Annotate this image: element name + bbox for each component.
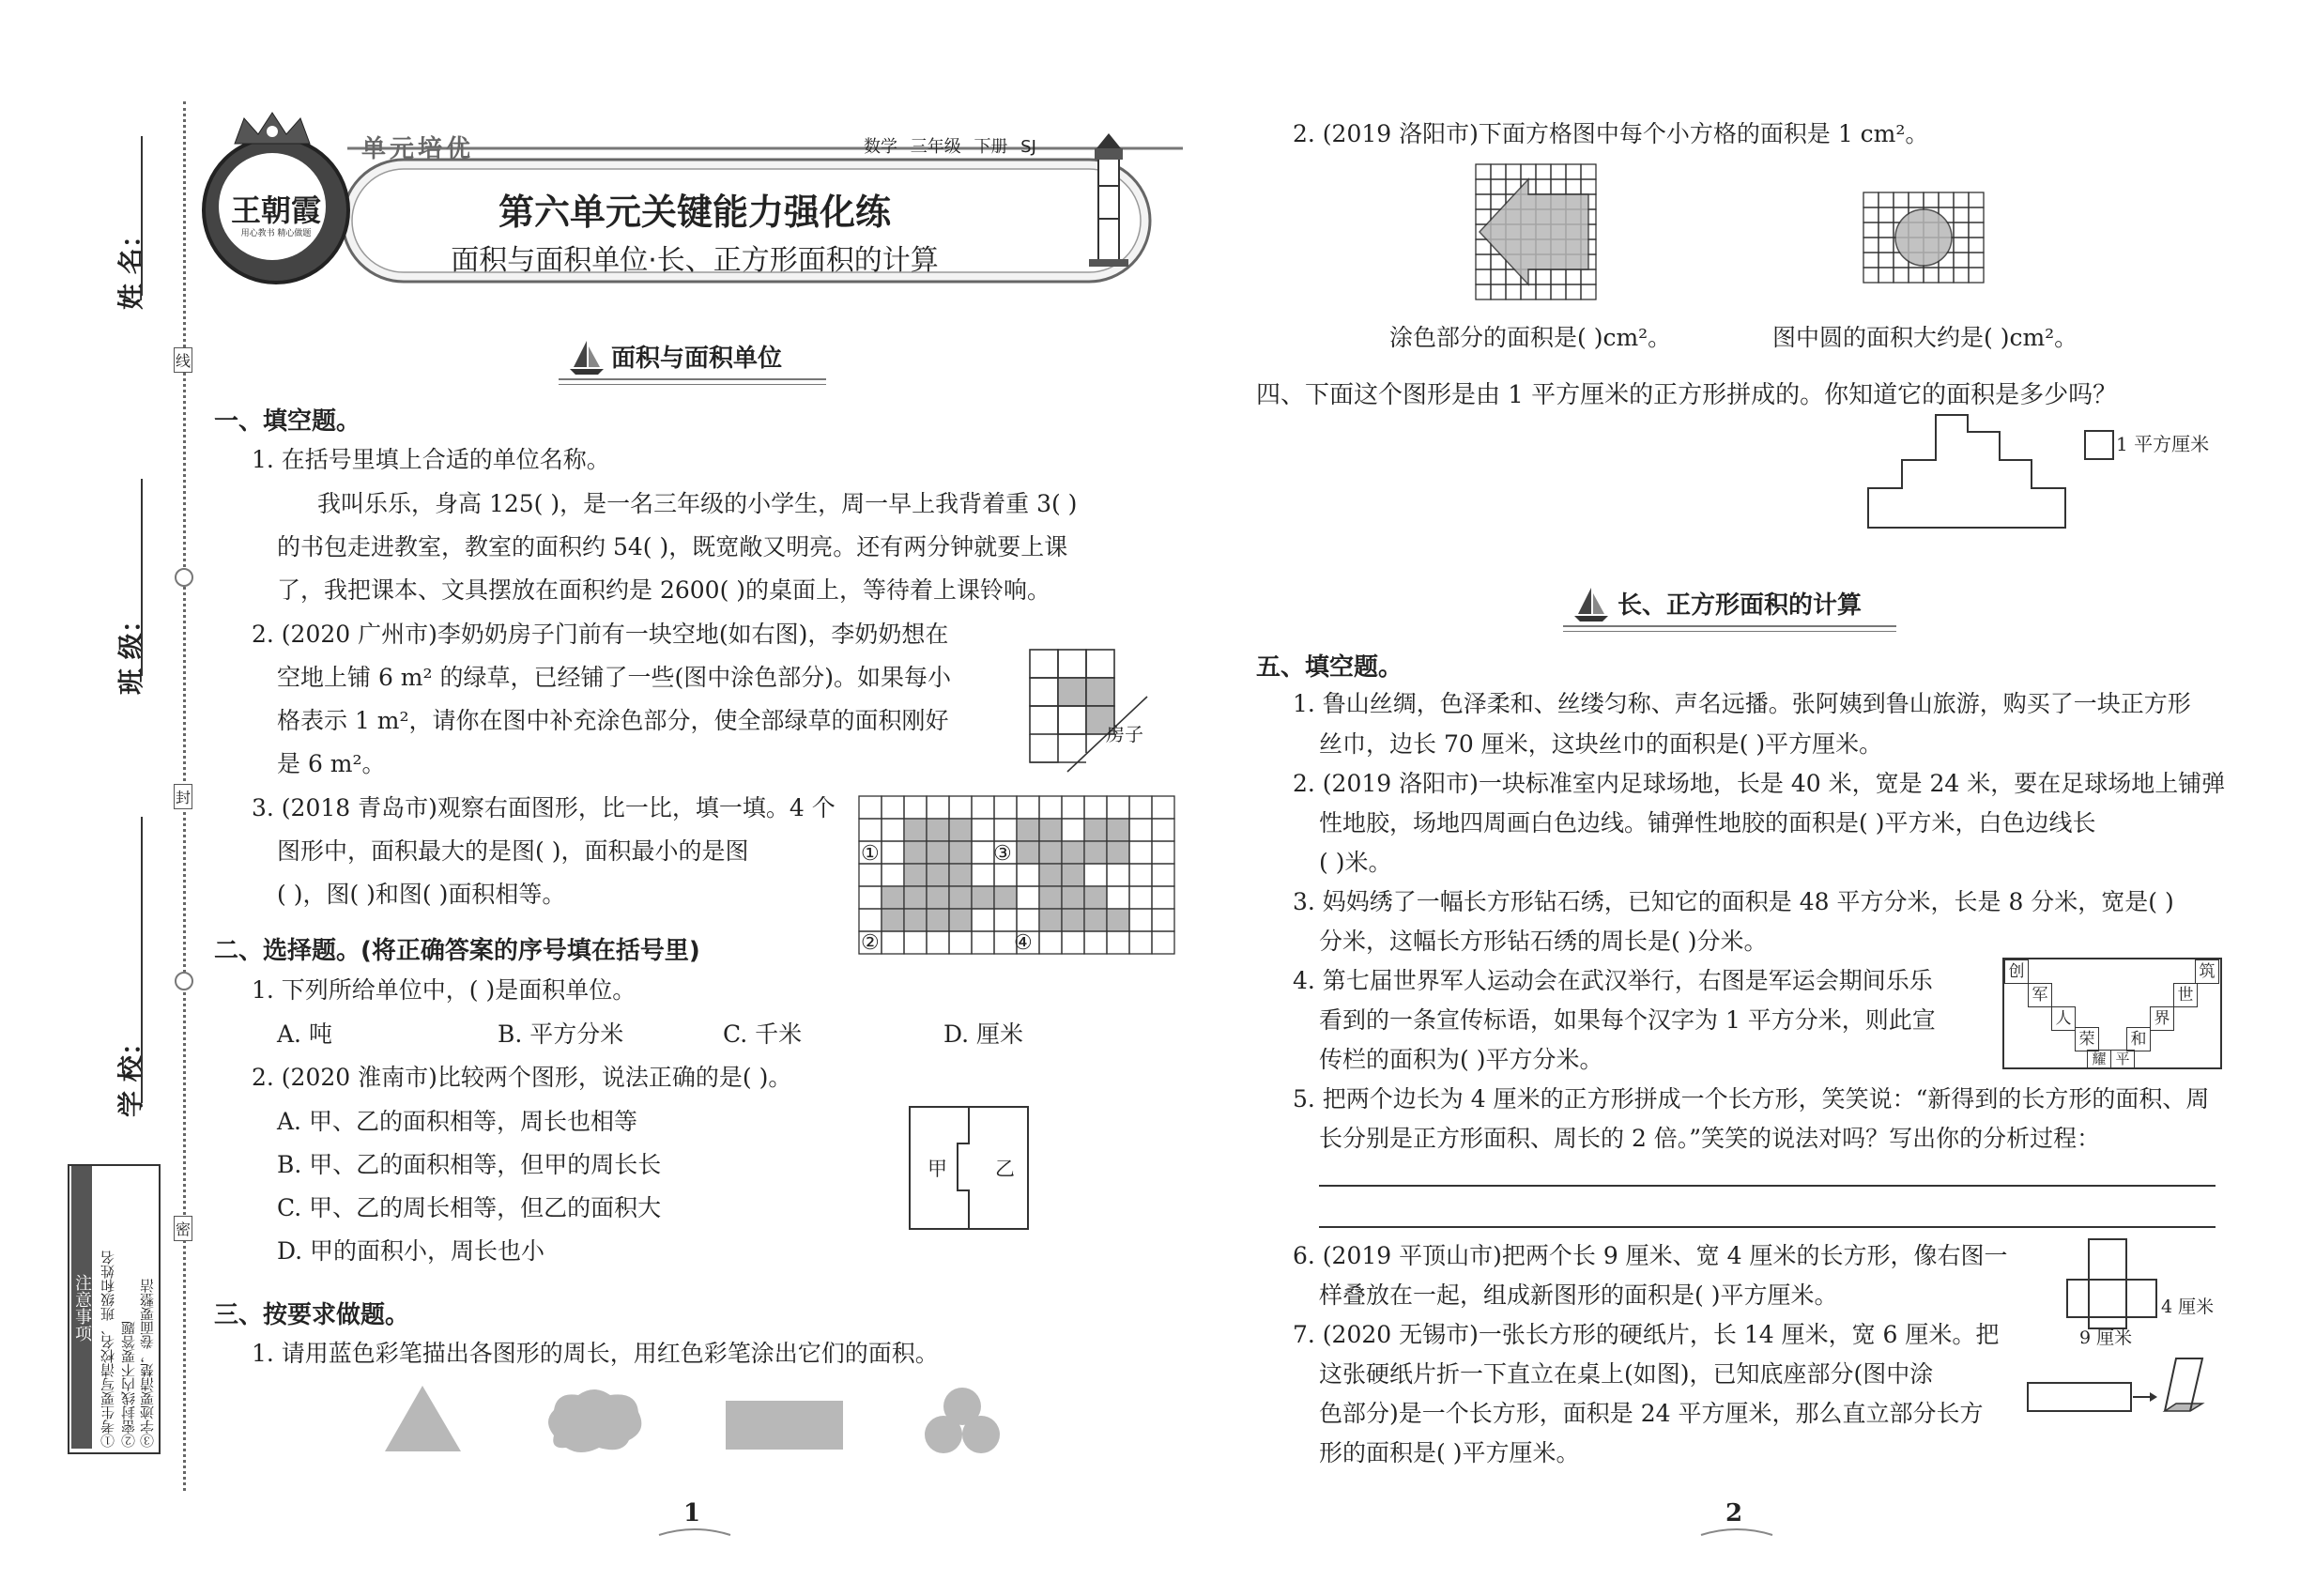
q3-grid-cell (1152, 931, 1174, 954)
circle-grid-cell (1863, 207, 1878, 223)
r1-line-2: 丝巾，边长 70 厘米，这块丝巾的面积是( )平方厘米。 (1319, 730, 1883, 758)
q3-grid-cell (1084, 841, 1107, 864)
circle-grid-cell (1878, 192, 1894, 207)
circle-grid-cell (1863, 223, 1878, 238)
circle-grid-cell (1969, 238, 1984, 253)
q3-grid-cell (1107, 886, 1129, 909)
slogan-board (2002, 958, 2222, 1069)
circle-grid-cell (1969, 207, 1984, 223)
arrow-grid-cell (1581, 164, 1596, 179)
q1-line-3: 了，我把课本、文具摆放在面积约是 2600( )的桌面上，等待着上课铃响。 (277, 576, 1051, 604)
q3-line-3: ( )，图( )和图( )面积相等。 (277, 881, 566, 908)
q3-grid-cell (1152, 796, 1174, 819)
q3-grid-cell (927, 796, 949, 819)
q3-grid-cell (1039, 931, 1062, 954)
lighthouse-icon (1080, 130, 1136, 270)
q3-line-2: 图形中，面积最大的是图( )，面积最小的是图 (277, 837, 749, 865)
r-q2-blank1: 涂色部分的面积是( )cm²。 (1389, 324, 1672, 351)
q3-grid-cell (1129, 931, 1152, 954)
circle-grid-cell (1939, 268, 1954, 283)
r6-label-width: 4 厘米 (2161, 1297, 2215, 1317)
q3-grid-cell (1107, 841, 1129, 864)
circle-grid-cell (1954, 268, 1969, 283)
arrow-grid-cell (1581, 179, 1596, 194)
slogan-char-10: 筑 (2195, 959, 2219, 984)
fold-card-figure (2026, 1357, 2214, 1422)
q3-grid-cell (1039, 841, 1062, 864)
r2-line-1: 2. (2019 洛阳市)一块标准室内足球场地，长是 40 米，宽是 24 米，要在足球场地上铺弹 (1293, 770, 2226, 797)
q3-grid-cell (1039, 796, 1062, 819)
slogan-char-3: 人 (2051, 1006, 2076, 1031)
notes-box (68, 1164, 161, 1454)
q3-grid-cell (994, 819, 1017, 841)
q3-grid-cell (1084, 819, 1107, 841)
q3-grid-cell (1107, 819, 1129, 841)
trefoil-shape[interactable] (923, 1386, 1003, 1456)
q3-grid-cell (882, 819, 904, 841)
q3-grid-cell (927, 886, 949, 909)
q3-grid-cell (1017, 909, 1039, 931)
c2-option-c[interactable]: C. 甲、乙的周长相等，但乙的面积大 (277, 1194, 662, 1221)
arrow-grid-cell (1476, 254, 1491, 269)
note-3: ③字迹要清楚，卷面要整洁 (139, 1279, 156, 1448)
c1-question: 1. 下列所给单位中，( )是面积单位。 (252, 976, 636, 1004)
q3-grid-cell (1084, 796, 1107, 819)
c1-option-c[interactable]: C. 千米 (723, 1021, 803, 1048)
arrow-grid-cell (1491, 179, 1506, 194)
c1-option-a[interactable]: A. 吨 (277, 1021, 332, 1048)
q3-grid-cell (1107, 909, 1129, 931)
arrow-grid-cell (1476, 269, 1491, 284)
arrow-grid-cell (1491, 284, 1506, 299)
q3-grid-cell (1062, 864, 1084, 886)
c2-option-a[interactable]: A. 甲、乙的面积相等，周长也相等 (277, 1108, 637, 1135)
p3-q1: 1. 请用蓝色彩笔描出各图形的周长，用红色彩笔涂出它们的面积。 (252, 1340, 939, 1367)
arrow-grid-cell (1491, 164, 1506, 179)
note-2: ②密封线内不要答题 (120, 1321, 137, 1448)
q3-grid-cell (1129, 796, 1152, 819)
q3-label-2: ② (861, 931, 880, 955)
q3-grid-cell (1107, 931, 1129, 954)
circle-grid-cell (1863, 192, 1878, 207)
q3-grid-cell (1084, 931, 1107, 954)
r7-line-3: 色部分)是一个长方形，面积是 24 平方厘米，那么直立部分长方 (1319, 1400, 1984, 1427)
q3-grid-cell (927, 931, 949, 954)
q3-grid-cell (1152, 886, 1174, 909)
arrow-grid-cell (1551, 179, 1566, 194)
c2-option-d[interactable]: D. 甲的面积小，周长也小 (277, 1237, 545, 1265)
section-title-rect-area: 长、正方形面积的计算 (1618, 591, 1863, 620)
seal-mark-feng: 封 (174, 784, 192, 809)
page-ornament-right (1699, 1526, 1774, 1539)
sailboat-icon (568, 337, 606, 375)
slogan-char-1: 创 (2004, 959, 2029, 984)
circle-grid-cell (1939, 192, 1954, 207)
page-ornament-left (657, 1526, 732, 1539)
r7-line-1: 7. (2020 无锡市)一张长方形的硬纸片，长 14 厘米，宽 6 厘米。把 (1293, 1321, 2000, 1348)
q3-grid-cell (859, 886, 882, 909)
circle-grid-cell (1969, 253, 1984, 268)
part1-title: 一、填空题。 (214, 407, 361, 436)
q3-grid-cell (859, 909, 882, 931)
circle-grid-cell (1909, 268, 1924, 283)
circle-grid-cell (1878, 253, 1894, 268)
arrow-grid-cell (1566, 164, 1581, 179)
unit-square-label: 1 平方厘米 (2116, 433, 2210, 455)
circle-grid-cell (1954, 223, 1969, 238)
slogan-char-5: 耀 (2087, 1050, 2111, 1068)
notes-title: 注意事项 (71, 1166, 92, 1449)
arrow-grid-cell (1521, 164, 1536, 179)
c2-label-yi: 乙 (995, 1158, 1015, 1180)
name-label: 姓 名： (115, 222, 146, 310)
circle-grid-cell (1863, 238, 1878, 253)
q3-grid-cell (1107, 864, 1129, 886)
triangle-shape[interactable] (383, 1384, 463, 1454)
q1-line-2: 的书包走进教室，教室的面积约 54( )，既宽敞又明亮。还有两分钟就要上课 (277, 533, 1068, 560)
circle-grid-cell (1878, 238, 1894, 253)
circle-grid-cell (1969, 223, 1984, 238)
q3-grid-cell (1062, 819, 1084, 841)
arrow-grid-cell (1566, 269, 1581, 284)
circle-grid-cell (1894, 192, 1909, 207)
part2-title: 二、选择题。(将正确答案的序号填在括号里) (214, 937, 700, 965)
school-label: 学 校： (115, 1029, 146, 1117)
q3-grid-cell (1017, 864, 1039, 886)
name-field[interactable] (141, 136, 143, 296)
circle-grid-cell (1909, 192, 1924, 207)
q2-line-3: 格表示 1 m²，请你在图中补充涂色部分，使全部绿草的面积刚好 (277, 707, 949, 734)
circle-grid-cell (1969, 192, 1984, 207)
q3-grid-cell (904, 931, 927, 954)
circle-grid-cell (1954, 238, 1969, 253)
slogan-char-2: 军 (2028, 983, 2052, 1007)
q3-grid-cell (972, 819, 994, 841)
part5-title: 五、填空题。 (1256, 653, 1403, 682)
r3-line-2: 分米，这幅长方形钻石绣的周长是( )分米。 (1319, 928, 1768, 955)
arrow-grid-cell (1566, 284, 1581, 299)
arrow-grid-cell (1551, 164, 1566, 179)
q3-grid-cell (1152, 909, 1174, 931)
page-subtitle: 面积与面积单位·长、正方形面积的计算 (451, 244, 939, 277)
q3-grid-cell (927, 841, 949, 864)
page-title: 第六单元关键能力强化练 (498, 192, 891, 233)
q3-grid-cell (882, 909, 904, 931)
q2-line-2: 空地上铺 6 m² 的绿草，已经铺了一些(图中涂色部分)。如果每小 (277, 664, 951, 691)
binding-hole-2 (175, 972, 193, 990)
slogan-char-4: 荣 (2075, 1027, 2099, 1051)
q3-grid-cell (1017, 886, 1039, 909)
circle-grid-cell (1878, 268, 1894, 283)
arrow-shape (1480, 179, 1588, 284)
banner-underline (1563, 625, 1896, 632)
arrow-grid-cell (1521, 284, 1536, 299)
arrow-grid-cell (1536, 179, 1551, 194)
meta-label: 数学 三年级 下册 SJ (864, 137, 1036, 157)
r6-line-1: 6. (2019 平顶山市)把两个长 9 厘米、宽 4 厘米的长方形，像右图一 (1293, 1242, 2008, 1269)
arrow-grid-cell (1476, 284, 1491, 299)
q3-grid-cell (1129, 841, 1152, 864)
r1-line-1: 1. 鲁山丝绸，色泽柔和、丝缕匀称、声名远播。张阿姨到鲁山旅游，购买了一块正方形 (1293, 690, 2191, 717)
class-label: 班 级： (115, 606, 146, 695)
binding-hole-1 (175, 568, 193, 587)
part4-title: 四、下面这个图形是由 1 平方厘米的正方形拼成的。你知道它的面积是多少吗？ (1256, 381, 2118, 409)
arrow-grid-cell (1581, 269, 1596, 284)
q3-grid-cell (1129, 819, 1152, 841)
answer-line-2[interactable] (1319, 1226, 2216, 1228)
circle-grid (1863, 192, 1986, 291)
q3-grid-cell (904, 886, 927, 909)
q3-grid-cell (972, 841, 994, 864)
r4-line-1: 4. 第七届世界军人运动会在武汉举行，右图是军运会期间乐乐 (1293, 967, 1933, 994)
arrow-grid-cell (1551, 284, 1566, 299)
arrow-grid-cell (1536, 284, 1551, 299)
circle-grid-cell (1954, 253, 1969, 268)
circle-shape (1895, 209, 1952, 266)
arrow-grid-cell (1536, 269, 1551, 284)
q3-grid-cell (1039, 909, 1062, 931)
r-q2-line: 2. (2019 洛阳市)下面方格图中每个小方格的面积是 1 cm²。 (1293, 120, 1929, 147)
q3-grid-cell (1062, 886, 1084, 909)
q3-grid-cell (882, 796, 904, 819)
logo-badge (202, 136, 350, 284)
q1-intro: 1. 在括号里填上合适的单位名称。 (252, 446, 610, 473)
c2-option-b[interactable]: B. 甲、乙的面积相等，但甲的周长长 (277, 1151, 662, 1178)
q3-grid-cell (904, 819, 927, 841)
arrow-grid-cell (1476, 179, 1491, 194)
slogan-char-6: 平 (2110, 1050, 2135, 1068)
q3-grid-cell (1152, 864, 1174, 886)
q3-grid-cell (994, 796, 1017, 819)
q3-line-1: 3. (2018 青岛市)观察右面图形，比一比，填一填。4 个 (252, 794, 836, 821)
q3-grid-cell (1129, 864, 1152, 886)
q3-grid-cell (1084, 886, 1107, 909)
q3-grid-cell (1017, 796, 1039, 819)
overlap-rect-figure (2065, 1237, 2159, 1331)
r6-line-2: 样叠放在一起，组成新图形的面积是( )平方厘米。 (1319, 1281, 1838, 1309)
q3-grid-cell (882, 886, 904, 909)
q3-grid-cell (1152, 841, 1174, 864)
section-banner-left (559, 333, 831, 380)
q3-grid-cell (882, 864, 904, 886)
q3-grid-cell (949, 819, 972, 841)
part3-title: 三、按要求做题。 (214, 1301, 410, 1329)
cloud-shape[interactable] (543, 1384, 646, 1454)
slogan-char-9: 世 (2173, 983, 2198, 1007)
arrow-grid-cell (1476, 194, 1491, 209)
q3-grid-cell (1062, 909, 1084, 931)
r3-line-1: 3. 妈妈绣了一幅长方形钻石绣，已知它的面积是 48 平方分米，长是 8 分米，宽是( ) (1293, 888, 2174, 915)
q3-grid-cell (882, 841, 904, 864)
q3-grid-cell (1039, 819, 1062, 841)
q3-grid-cell (972, 796, 994, 819)
crown-icon (230, 111, 314, 148)
answer-line-1[interactable] (1319, 1185, 2216, 1187)
q3-grid-cell (904, 864, 927, 886)
q3-grid-cell (949, 796, 972, 819)
q3-grid-cell (949, 864, 972, 886)
q3-grid-cell (927, 909, 949, 931)
c1-option-d[interactable]: D. 厘米 (943, 1021, 1024, 1048)
note-1: ①考生要写清校名、班级和姓名 (100, 1251, 116, 1448)
logo-text: 王朝霞 (230, 192, 321, 228)
arrow-grid (1476, 164, 1602, 296)
r4-line-2: 看到的一条宣传标语，如果每个汉字为 1 平方分米，则此宣 (1319, 1006, 1936, 1034)
q2-house-label: 房子 (1106, 723, 1143, 745)
slogan-char-8: 界 (2150, 1006, 2174, 1031)
arrow-grid-cell (1581, 284, 1596, 299)
q3-label-3: ③ (993, 842, 1012, 866)
r-q2-blank2: 图中圆的面积大约是( )cm²。 (1772, 324, 2078, 351)
q3-grid-cell (949, 931, 972, 954)
circle-grid-cell (1954, 207, 1969, 223)
r6-label-length: 9 厘米 (2079, 1327, 2133, 1348)
r5-line-1: 5. 把两个边长为 4 厘米的正方形拼成一个长方形，笑笑说：“新得到的长方形的面积、周 (1293, 1085, 2210, 1113)
sailboat-icon (1572, 584, 1610, 622)
seal-mark-mi: 密 (174, 1216, 192, 1241)
arrow-grid-cell (1506, 164, 1521, 179)
q3-grid-cell (927, 819, 949, 841)
q3-grid-cell (1039, 864, 1062, 886)
circle-grid-cell (1878, 207, 1894, 223)
q3-grid-cell (994, 909, 1017, 931)
q3-grid-cell (949, 909, 972, 931)
c1-option-b[interactable]: B. 平方分米 (498, 1021, 624, 1048)
banner-underline (559, 378, 826, 385)
q3-grid-cell (1017, 819, 1039, 841)
q3-grid-cell (1129, 909, 1152, 931)
c2-label-jia: 甲 (928, 1158, 947, 1180)
series-label: 单元培优 (361, 135, 475, 163)
q3-grid-cell (1084, 909, 1107, 931)
c2-question: 2. (2020 淮南市)比较两个图形，说法正确的是( )。 (252, 1064, 792, 1091)
q3-grid-cell (1017, 841, 1039, 864)
q3-grid-cell (972, 886, 994, 909)
q3-grid-cell (972, 864, 994, 886)
q3-grid-cell (972, 931, 994, 954)
q3-grid-cell (859, 819, 882, 841)
section-banner-right (1563, 580, 1901, 627)
q3-grid-cell (1039, 886, 1062, 909)
circle-grid-cell (1924, 192, 1939, 207)
q1-line-1: 我叫乐乐，身高 125( )，是一名三年级的小学生，周一早上我背着重 3( ) (317, 490, 1078, 517)
q3-grid-cell (1062, 841, 1084, 864)
q3-grid-cell (1129, 886, 1152, 909)
q3-grid-cell (927, 864, 949, 886)
school-field[interactable] (141, 817, 143, 1103)
r4-line-3: 传栏的面积为( )平方分米。 (1319, 1046, 1603, 1073)
q3-grid-cell (1062, 931, 1084, 954)
arrow-grid-cell (1551, 269, 1566, 284)
q2-lawn-grid[interactable] (1030, 650, 1189, 772)
r7-line-4: 形的面积是( )平方厘米。 (1319, 1439, 1580, 1466)
stair-figure (1866, 413, 2068, 530)
circle-grid-cell (1878, 223, 1894, 238)
q3-grid-cell (882, 931, 904, 954)
q3-grid-cell (904, 841, 927, 864)
r7-line-2: 这张硬纸片折一下直立在桌上(如图)，已知底座部分(图中涂 (1319, 1360, 1934, 1388)
q3-grid-cell (949, 841, 972, 864)
circle-grid-cell (1863, 268, 1878, 283)
slogan-char-7: 和 (2126, 1027, 2151, 1051)
circle-grid-cell (1924, 268, 1939, 283)
q3-grid-cell (1062, 796, 1084, 819)
q3-grid-cell (1152, 819, 1174, 841)
arrow-grid-cell (1566, 179, 1581, 194)
q3-grid-cell (1084, 864, 1107, 886)
rectangle-shape[interactable] (726, 1401, 843, 1450)
class-field[interactable] (141, 479, 143, 676)
arrow-grid-cell (1476, 164, 1491, 179)
q3-grid-cell (994, 886, 1017, 909)
circle-grid-cell (1969, 268, 1984, 283)
q2-line-1: 2. (2020 广州市)李奶奶房子门前有一块空地(如右图)，李奶奶想在 (252, 621, 949, 648)
q3-grid-cell (904, 909, 927, 931)
q3-grid-cell (972, 909, 994, 931)
logo-sub: 用心教书 精心做题 (240, 229, 312, 238)
q2-line-4: 是 6 m²。 (277, 750, 386, 777)
q3-label-4: ④ (1014, 931, 1033, 955)
page-number-left: 1 (683, 1499, 701, 1527)
circle-grid-cell (1863, 253, 1878, 268)
page-number-right: 2 (1725, 1499, 1743, 1527)
section-title-area-units: 面积与面积单位 (611, 345, 783, 373)
arrow-grid-cell (1506, 284, 1521, 299)
circle-grid-cell (1894, 268, 1909, 283)
q3-grid-cell (1107, 796, 1129, 819)
q3-grid-cell (904, 796, 927, 819)
circle-grid-cell (1954, 192, 1969, 207)
r2-line-2: 性地胶，场地四周画白色边线。铺弹性地胶的面积是( )平方米，白色边线长 (1319, 809, 2096, 836)
arrow-grid-cell (1491, 269, 1506, 284)
q3-label-1: ① (861, 842, 880, 866)
q3-grid-cell (859, 796, 882, 819)
q3-grid-cell (949, 886, 972, 909)
r5-line-2: 长分别是正方形面积、周长的 2 倍。”笑笑的说法对吗？写出你的分析过程： (1319, 1125, 2101, 1152)
seal-mark-line: 线 (174, 347, 192, 373)
r2-line-3: ( )米。 (1319, 849, 1392, 876)
arrow-grid-cell (1536, 164, 1551, 179)
unit-square-legend (2084, 430, 2114, 460)
